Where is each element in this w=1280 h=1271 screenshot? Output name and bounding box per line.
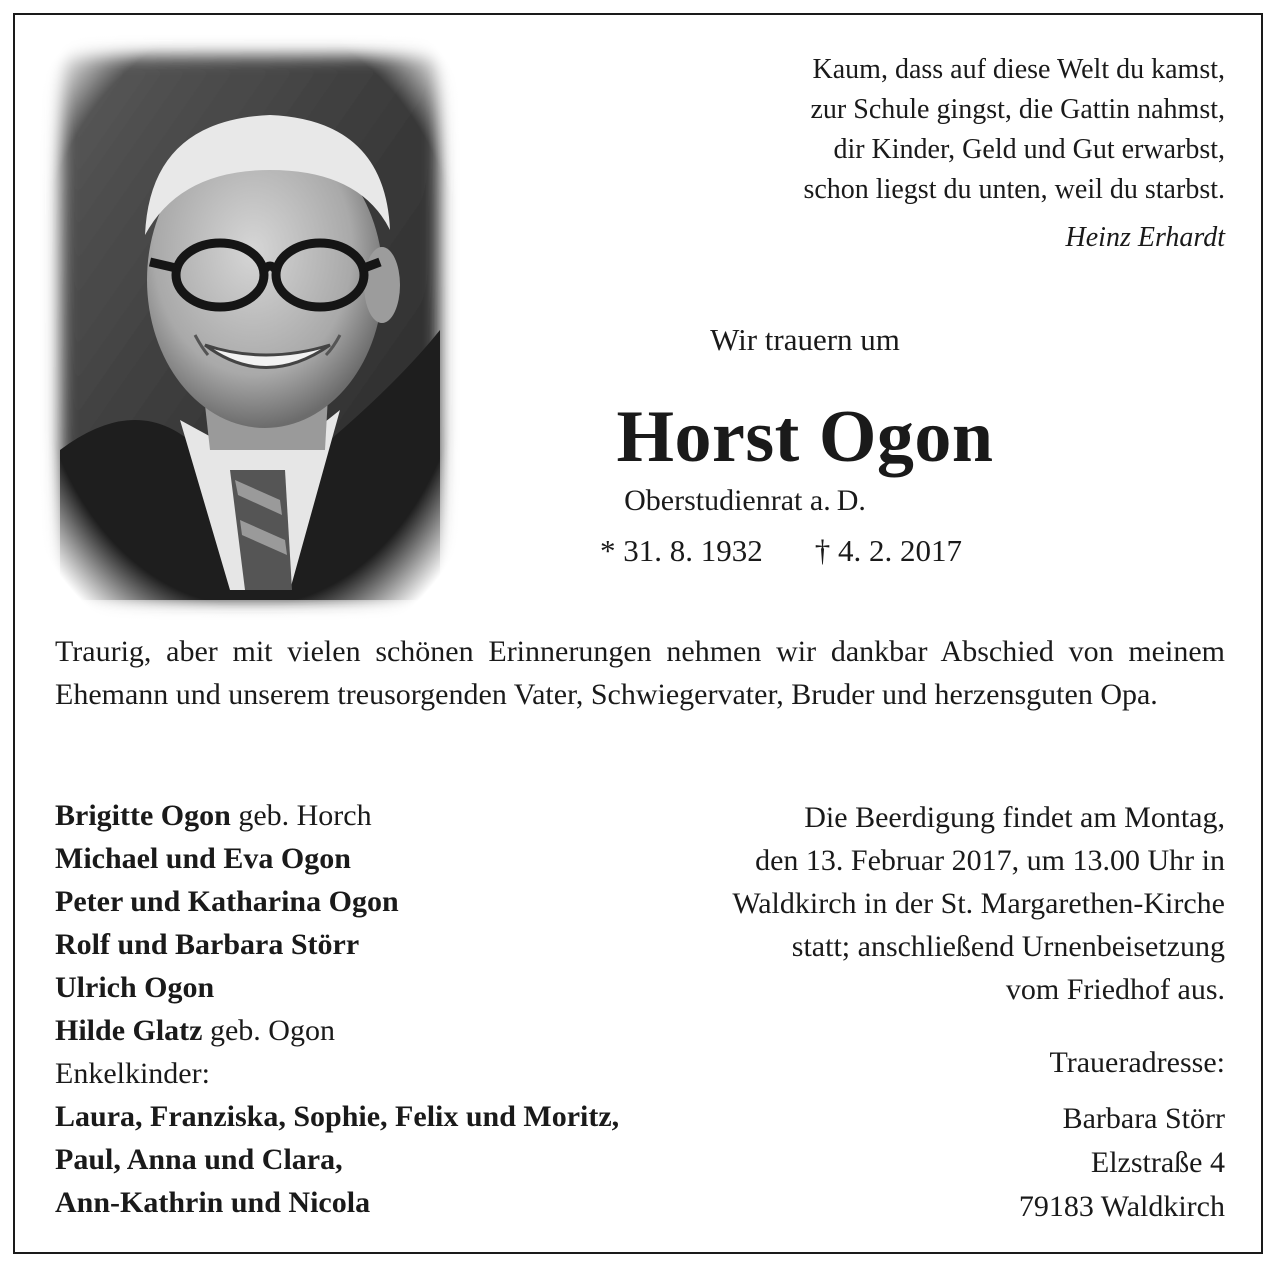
announcement: Wir trauern um <box>710 322 900 357</box>
family-member <box>55 1138 619 1181</box>
death-date: † 4. 2. 2017 <box>814 533 962 568</box>
family-member <box>55 966 619 1009</box>
grandchildren-label <box>55 1052 619 1095</box>
family-note: Enkelkinder: <box>55 1057 210 1090</box>
poem-line: Kaum, dass auf diese Welt du kamst, <box>812 54 1225 85</box>
poem-author: Heinz Erhardt <box>1065 222 1225 253</box>
family-name: Rolf und Barbara Störr <box>55 928 360 961</box>
family-name: Brigitte Ogon <box>55 799 231 832</box>
deceased-title: Oberstudienrat a. D. <box>624 484 866 517</box>
family-member <box>55 1095 619 1138</box>
family-member <box>55 837 619 880</box>
family-member <box>55 923 619 966</box>
funeral-line: den 13. Februar 2017, um 13.00 Uhr in <box>755 844 1225 877</box>
family-name: Ann-Kathrin und Nicola <box>55 1186 371 1219</box>
address-label: Traueradresse: <box>1049 1046 1225 1079</box>
portrait-photo <box>30 30 470 620</box>
funeral-line: vom Friedhof aus. <box>1005 973 1225 1006</box>
poem-line: schon liegst du unten, weil du starbst. <box>803 174 1225 205</box>
deceased-name: Horst Ogon <box>616 396 994 478</box>
family-member <box>55 794 619 837</box>
family-member <box>55 1181 619 1224</box>
poem-line: dir Kinder, Geld und Gut erwarbst, <box>833 134 1225 165</box>
birth-date: * 31. 8. 1932 <box>600 533 763 568</box>
funeral-info <box>732 796 1225 1011</box>
family-name: Laura, Franziska, Sophie, Felix und Moritz, <box>55 1100 620 1133</box>
family-member <box>55 1009 619 1052</box>
family-name: Ulrich Ogon <box>55 971 215 1004</box>
poem <box>803 50 1225 258</box>
address-line: Elzstraße 4 <box>1090 1146 1225 1179</box>
family-note: geb. Ogon <box>202 1014 335 1047</box>
family-name: Hilde Glatz <box>55 1014 203 1047</box>
funeral-line: statt; anschließend Urnenbeisetzung <box>791 930 1225 963</box>
family-name: Michael und Eva Ogon <box>55 842 351 875</box>
farewell-text: Traurig, aber mit vielen schönen Erinnerungen nehmen wir dankbar Abschied von meinem Ehemann und unserem treusorgenden Vater, Schwiegervater, Bruder und herzensguten Opa. <box>55 635 1225 711</box>
family-name: Peter und Katharina Ogon <box>55 885 399 918</box>
poem-line: zur Schule gingst, die Gattin nahmst, <box>810 94 1225 125</box>
mourning-address <box>1019 1041 1225 1229</box>
family-note: geb. Horch <box>230 799 372 832</box>
funeral-line: Die Beerdigung findet am Montag, <box>804 801 1225 834</box>
family-member <box>55 880 619 923</box>
family-name: Paul, Anna und Clara, <box>55 1143 343 1176</box>
life-dates <box>600 533 962 569</box>
address-line: 79183 Waldkirch <box>1018 1190 1225 1223</box>
family-list <box>55 794 619 1224</box>
funeral-line: Waldkirch in der St. Margarethen-Kirche <box>732 887 1225 920</box>
address-line: Barbara Störr <box>1062 1102 1225 1135</box>
